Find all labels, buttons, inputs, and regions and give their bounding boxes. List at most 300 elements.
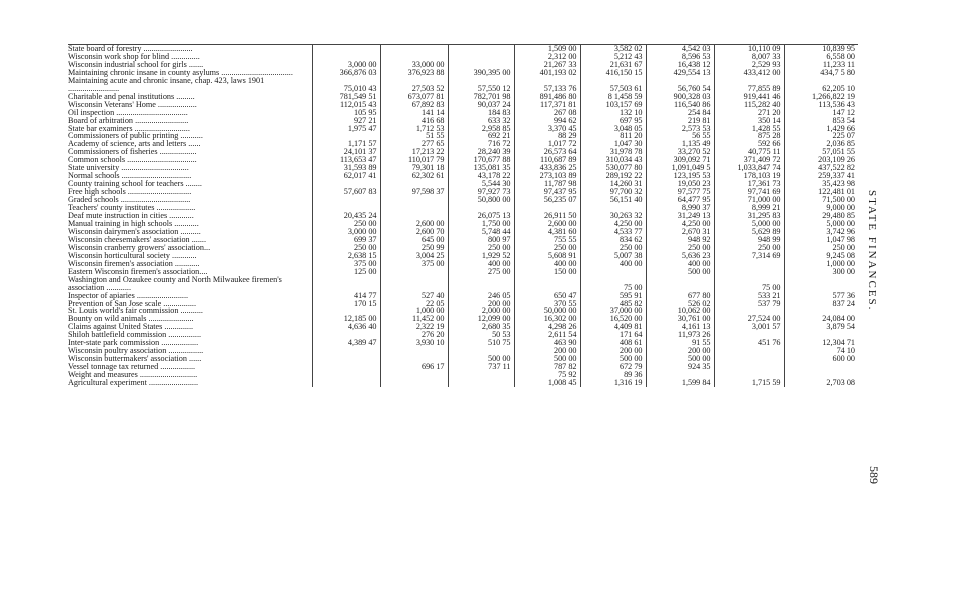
amount-cell: 97,437 95 bbox=[514, 188, 580, 196]
amount-cell: 2,529 93 bbox=[714, 61, 784, 69]
row-label: State board of forestry ........................ bbox=[68, 45, 312, 53]
amount-cell: 2,573 53 bbox=[646, 125, 714, 133]
amount-cell: 2,958 85 bbox=[448, 125, 514, 133]
amount-cell bbox=[514, 204, 580, 212]
table-row bbox=[68, 53, 858, 61]
row-label: Bounty on wild animals ...................... bbox=[68, 315, 194, 324]
row-label: Board of arbitration .......................... bbox=[68, 116, 189, 125]
amount-cell bbox=[714, 331, 784, 339]
amount-cell: 1,047 98 bbox=[784, 236, 858, 244]
amount-cell: 135,081 35 bbox=[448, 164, 514, 172]
amount-cell: 755 55 bbox=[514, 236, 580, 244]
amount-cell: 1,715 59 bbox=[714, 379, 784, 387]
amount-cell: 350 14 bbox=[714, 117, 784, 125]
table-row bbox=[68, 300, 858, 308]
amount-cell: 787 82 bbox=[514, 363, 580, 371]
amount-cell: 62,017 41 bbox=[312, 172, 380, 180]
amount-cell: 1,266,822 19 bbox=[784, 93, 858, 101]
amount-cell: 170 15 bbox=[312, 300, 380, 308]
amount-cell: 4,250 00 bbox=[646, 220, 714, 228]
amount-cell: 2,611 54 bbox=[514, 331, 580, 339]
table-row bbox=[68, 371, 858, 379]
amount-cell: 592 66 bbox=[714, 140, 784, 148]
amount-cell: 853 54 bbox=[784, 117, 858, 125]
row-label: Wisconsin cheesemakers' association ....... bbox=[68, 235, 207, 244]
row-label: Eastern Wisconsin firemen's association.... bbox=[68, 267, 208, 276]
amount-cell: 50 53 bbox=[448, 331, 514, 339]
amount-cell: 33,270 52 bbox=[646, 148, 714, 156]
amount-cell bbox=[784, 307, 858, 315]
amount-cell: 4,298 26 bbox=[514, 323, 580, 331]
amount-cell: 4,542 03 bbox=[646, 45, 714, 53]
amount-cell bbox=[380, 212, 448, 220]
amount-cell bbox=[380, 355, 448, 363]
row-label: Wisconsin poultry association ................. bbox=[68, 347, 204, 356]
amount-cell: 97,577 75 bbox=[646, 188, 714, 196]
table-row bbox=[68, 331, 858, 339]
amount-cell: 310,034 43 bbox=[580, 156, 646, 164]
table-row bbox=[68, 292, 858, 300]
amount-cell: 10,062 00 bbox=[646, 307, 714, 315]
table-row bbox=[68, 132, 858, 140]
row-label: Wisconsin buttermakers' association ...... bbox=[68, 355, 202, 364]
amount-cell: 12,304 71 bbox=[784, 339, 858, 347]
amount-cell: 782,701 98 bbox=[448, 93, 514, 101]
amount-cell bbox=[312, 45, 380, 53]
amount-cell: 57,133 76 bbox=[514, 77, 580, 93]
amount-cell: 273,103 89 bbox=[514, 172, 580, 180]
amount-cell: 115,282 40 bbox=[714, 101, 784, 109]
amount-cell bbox=[312, 204, 380, 212]
amount-cell bbox=[312, 331, 380, 339]
amount-cell bbox=[514, 276, 580, 292]
finance-table bbox=[68, 44, 858, 387]
amount-cell: 132 10 bbox=[580, 109, 646, 117]
amount-cell: 31,249 13 bbox=[646, 212, 714, 220]
amount-cell: 699 37 bbox=[312, 236, 380, 244]
amount-cell bbox=[380, 371, 448, 379]
amount-cell bbox=[448, 371, 514, 379]
row-label: Graded schools .................................. bbox=[68, 196, 191, 205]
amount-cell: 433,412 00 bbox=[714, 69, 784, 77]
amount-cell: 300 00 bbox=[784, 268, 858, 276]
amount-cell: 1,929 52 bbox=[448, 252, 514, 260]
table-row bbox=[68, 196, 858, 204]
amount-cell: 2,036 85 bbox=[784, 140, 858, 148]
amount-cell: 250 00 bbox=[784, 244, 858, 252]
side-heading: STATE FINANCES. bbox=[866, 190, 878, 312]
amount-cell: 40,775 11 bbox=[714, 148, 784, 156]
amount-cell: 577 36 bbox=[784, 292, 858, 300]
amount-cell: 1,000 00 bbox=[784, 260, 858, 268]
table-row bbox=[68, 307, 858, 315]
amount-cell bbox=[448, 45, 514, 53]
amount-cell: 433,836 25 bbox=[514, 164, 580, 172]
amount-cell: 43,178 22 bbox=[448, 172, 514, 180]
amount-cell: 1,000 00 bbox=[380, 307, 448, 315]
row-label: Common schools .................................. bbox=[68, 156, 197, 165]
amount-cell: 8,007 33 bbox=[714, 53, 784, 61]
table-row bbox=[68, 268, 858, 276]
amount-cell: 97,927 73 bbox=[448, 188, 514, 196]
amount-cell: 27,503 52 bbox=[380, 77, 448, 93]
amount-cell: 37,000 00 bbox=[580, 307, 646, 315]
amount-cell: 250 00 bbox=[580, 244, 646, 252]
amount-cell: 500 00 bbox=[646, 268, 714, 276]
amount-cell: 5,636 23 bbox=[646, 252, 714, 260]
table-row bbox=[68, 323, 858, 331]
row-label: Wisconsin work shop for blind .............. bbox=[68, 52, 200, 61]
amount-cell: 834 62 bbox=[580, 236, 646, 244]
amount-cell: 250 00 bbox=[714, 244, 784, 252]
amount-cell: 8,990 37 bbox=[646, 204, 714, 212]
amount-cell bbox=[448, 347, 514, 355]
amount-cell: 113,536 43 bbox=[784, 101, 858, 109]
row-label: Oil inspection ................................... bbox=[68, 108, 188, 117]
amount-cell: 645 00 bbox=[380, 236, 448, 244]
amount-cell: 1,008 45 bbox=[514, 379, 580, 387]
amount-cell bbox=[312, 347, 380, 355]
amount-cell: 28,240 39 bbox=[448, 148, 514, 156]
amount-cell: 3,370 45 bbox=[514, 125, 580, 133]
row-label: Commissioners of fisheries .................. bbox=[68, 148, 197, 157]
amount-cell bbox=[380, 347, 448, 355]
table-row bbox=[68, 164, 858, 172]
table-row bbox=[68, 339, 858, 347]
amount-cell: 219 81 bbox=[646, 117, 714, 125]
amount-cell: 29,480 85 bbox=[784, 212, 858, 220]
amount-cell: 56,235 07 bbox=[514, 196, 580, 204]
amount-cell: 948 92 bbox=[646, 236, 714, 244]
table-row bbox=[68, 101, 858, 109]
row-label: Charitable and penal institutions ......... bbox=[68, 92, 195, 101]
amount-cell: 837 24 bbox=[784, 300, 858, 308]
amount-cell: 16,438 12 bbox=[646, 61, 714, 69]
amount-cell bbox=[714, 371, 784, 379]
row-label: Wisconsin horticultural society ............ bbox=[68, 251, 197, 260]
amount-cell: 97,700 32 bbox=[580, 188, 646, 196]
table-row bbox=[68, 172, 858, 180]
amount-cell: 3,582 02 bbox=[580, 45, 646, 53]
amount-cell: 289,192 22 bbox=[580, 172, 646, 180]
amount-cell: 7,314 69 bbox=[714, 252, 784, 260]
amount-cell: 3,879 54 bbox=[784, 323, 858, 331]
amount-cell: 500 00 bbox=[646, 355, 714, 363]
amount-cell bbox=[784, 331, 858, 339]
amount-cell bbox=[714, 347, 784, 355]
amount-cell: 4,250 00 bbox=[580, 220, 646, 228]
amount-cell: 200 00 bbox=[646, 347, 714, 355]
amount-cell: 500 00 bbox=[514, 355, 580, 363]
amount-cell: 91 55 bbox=[646, 339, 714, 347]
row-label: Maintaining chronic insane in county asylums ................................... bbox=[68, 68, 293, 77]
amount-cell: 2,600 70 bbox=[380, 228, 448, 236]
amount-cell bbox=[448, 379, 514, 387]
amount-cell: 10,110 09 bbox=[714, 45, 784, 53]
amount-cell: 1,091,049 5 bbox=[646, 164, 714, 172]
amount-cell: 31,593 89 bbox=[312, 164, 380, 172]
amount-cell: 5,007 38 bbox=[580, 252, 646, 260]
amount-cell bbox=[714, 260, 784, 268]
amount-cell: 89 36 bbox=[580, 371, 646, 379]
table-row bbox=[68, 69, 858, 77]
amount-cell: 56 55 bbox=[646, 132, 714, 140]
amount-cell bbox=[312, 196, 380, 204]
amount-cell bbox=[646, 371, 714, 379]
amount-cell bbox=[380, 276, 448, 292]
amount-cell: 437,522 82 bbox=[784, 164, 858, 172]
amount-cell bbox=[714, 355, 784, 363]
amount-cell: 4,389 47 bbox=[312, 339, 380, 347]
amount-cell: 178,103 19 bbox=[714, 172, 784, 180]
amount-cell: 22 05 bbox=[380, 300, 448, 308]
table-row bbox=[68, 109, 858, 117]
amount-cell: 1,033,847 74 bbox=[714, 164, 784, 172]
amount-cell: 12,099 00 bbox=[448, 315, 514, 323]
table-row bbox=[68, 236, 858, 244]
amount-cell: 595 91 bbox=[580, 292, 646, 300]
row-label: Academy of science, arts and letters ...... bbox=[68, 140, 201, 149]
amount-cell: 673,077 81 bbox=[380, 93, 448, 101]
amount-cell: 696 17 bbox=[380, 363, 448, 371]
amount-cell: 6,558 00 bbox=[784, 53, 858, 61]
amount-cell: 3,000 00 bbox=[312, 228, 380, 236]
amount-cell: 275 00 bbox=[448, 268, 514, 276]
amount-cell: 3,048 05 bbox=[580, 125, 646, 133]
row-label: Manual training in high schools ............ bbox=[68, 219, 199, 228]
amount-cell: 8,596 53 bbox=[646, 53, 714, 61]
row-label: Wisconsin cranberry growers' association... bbox=[68, 243, 211, 252]
table-row bbox=[68, 220, 858, 228]
row-label: Shiloh battlefield commission ................ bbox=[68, 331, 202, 340]
amount-cell: 246 05 bbox=[448, 292, 514, 300]
amount-cell: 1,171 57 bbox=[312, 140, 380, 148]
amount-cell: 11,973 26 bbox=[646, 331, 714, 339]
table-row bbox=[68, 204, 858, 212]
amount-cell: 451 76 bbox=[714, 339, 784, 347]
amount-cell: 3,742 96 bbox=[784, 228, 858, 236]
amount-cell: 5,000 00 bbox=[784, 220, 858, 228]
amount-cell: 4,636 40 bbox=[312, 323, 380, 331]
amount-cell bbox=[580, 268, 646, 276]
amount-cell: 276 20 bbox=[380, 331, 448, 339]
amount-cell: 692 21 bbox=[448, 132, 514, 140]
amount-cell: 30,761 00 bbox=[646, 315, 714, 323]
amount-cell: 57,051 55 bbox=[784, 148, 858, 156]
amount-cell: 600 00 bbox=[784, 355, 858, 363]
amount-cell: 309,092 71 bbox=[646, 156, 714, 164]
amount-cell: 2,312 00 bbox=[514, 53, 580, 61]
amount-cell: 400 00 bbox=[514, 260, 580, 268]
amount-cell: 75,010 43 bbox=[312, 77, 380, 93]
amount-cell: 64,477 95 bbox=[646, 196, 714, 204]
amount-cell: 2,000 00 bbox=[448, 307, 514, 315]
table-row bbox=[68, 276, 858, 292]
amount-cell: 2,680 35 bbox=[448, 323, 514, 331]
amount-cell bbox=[448, 204, 514, 212]
amount-cell: 9,000 00 bbox=[784, 204, 858, 212]
table-row bbox=[68, 260, 858, 268]
amount-cell bbox=[784, 276, 858, 292]
amount-cell: 994 62 bbox=[514, 117, 580, 125]
amount-cell: 79,301 18 bbox=[380, 164, 448, 172]
amount-cell: 400 00 bbox=[448, 260, 514, 268]
amount-cell: 110,687 89 bbox=[514, 156, 580, 164]
amount-cell: 1,316 19 bbox=[580, 379, 646, 387]
amount-cell: 62,302 61 bbox=[380, 172, 448, 180]
table-row bbox=[68, 61, 858, 69]
amount-cell: 948 99 bbox=[714, 236, 784, 244]
amount-cell: 414 77 bbox=[312, 292, 380, 300]
amount-cell: 2,638 15 bbox=[312, 252, 380, 260]
amount-cell: 716 72 bbox=[448, 140, 514, 148]
amount-cell: 77,855 89 bbox=[714, 77, 784, 93]
amount-cell: 51 55 bbox=[380, 132, 448, 140]
amount-cell: 2,600 00 bbox=[514, 220, 580, 228]
amount-cell: 150 00 bbox=[514, 268, 580, 276]
table-row bbox=[68, 156, 858, 164]
amount-cell: 103,157 69 bbox=[580, 101, 646, 109]
amount-cell: 26,911 50 bbox=[514, 212, 580, 220]
amount-cell: 781,549 51 bbox=[312, 93, 380, 101]
table-row bbox=[68, 212, 858, 220]
amount-cell: 375 00 bbox=[380, 260, 448, 268]
amount-cell: 24,084 00 bbox=[784, 315, 858, 323]
amount-cell: 30,263 32 bbox=[580, 212, 646, 220]
amount-cell: 50,800 00 bbox=[448, 196, 514, 204]
amount-cell: 75 00 bbox=[714, 276, 784, 292]
amount-cell: 67,892 83 bbox=[380, 101, 448, 109]
amount-cell: 17,213 22 bbox=[380, 148, 448, 156]
amount-cell: 5,748 44 bbox=[448, 228, 514, 236]
amount-cell: 259,337 41 bbox=[784, 172, 858, 180]
amount-cell: 1,712 53 bbox=[380, 125, 448, 133]
row-label: Washington and Ozaukee county and North Milwaukee firemen's association ............ bbox=[68, 275, 282, 292]
amount-cell: 123,195 53 bbox=[646, 172, 714, 180]
amount-cell: 250 00 bbox=[646, 244, 714, 252]
amount-cell bbox=[580, 204, 646, 212]
table-row bbox=[68, 355, 858, 363]
amount-cell: 171 64 bbox=[580, 331, 646, 339]
amount-cell: 633 32 bbox=[448, 117, 514, 125]
amount-cell: 400 00 bbox=[580, 260, 646, 268]
amount-cell: 526 02 bbox=[646, 300, 714, 308]
amount-cell: 533 21 bbox=[714, 292, 784, 300]
amount-cell bbox=[380, 268, 448, 276]
amount-cell bbox=[312, 355, 380, 363]
row-label: Wisconsin dairymen's association .......... bbox=[68, 227, 201, 236]
table-row bbox=[68, 45, 858, 53]
row-label: Wisconsin industrial school for girls ....... bbox=[68, 60, 204, 69]
amount-cell: 5,629 89 bbox=[714, 228, 784, 236]
amount-cell: 110,017 79 bbox=[380, 156, 448, 164]
row-label: Weight and measures ............................ bbox=[68, 371, 198, 380]
amount-cell: 90,037 24 bbox=[448, 101, 514, 109]
amount-cell: 2,600 00 bbox=[380, 220, 448, 228]
amount-cell: 250 00 bbox=[514, 244, 580, 252]
table-row bbox=[68, 228, 858, 236]
amount-cell: 416 68 bbox=[380, 117, 448, 125]
amount-cell bbox=[380, 379, 448, 387]
amount-cell: 200 00 bbox=[448, 300, 514, 308]
row-label: Teachers' county institutes ................... bbox=[68, 204, 196, 213]
amount-cell: 1,017 72 bbox=[514, 140, 580, 148]
amount-cell: 1,975 47 bbox=[312, 125, 380, 133]
amount-cell: 891,486 80 bbox=[514, 93, 580, 101]
table-row bbox=[68, 93, 858, 101]
amount-cell: 250 00 bbox=[312, 244, 380, 252]
amount-cell: 500 00 bbox=[448, 355, 514, 363]
row-label: Commissioners of public printing ........... bbox=[68, 132, 203, 141]
amount-cell: 74 10 bbox=[784, 347, 858, 355]
amount-cell: 11,233 11 bbox=[784, 61, 858, 69]
row-label: State university ................................. bbox=[68, 164, 189, 173]
amount-cell: 2,670 31 bbox=[646, 228, 714, 236]
amount-cell: 125 00 bbox=[312, 268, 380, 276]
amount-cell bbox=[714, 363, 784, 371]
amount-cell bbox=[714, 307, 784, 315]
amount-cell bbox=[312, 132, 380, 140]
amount-cell: 485 82 bbox=[580, 300, 646, 308]
amount-cell: 26,075 13 bbox=[448, 212, 514, 220]
amount-cell: 1,429 66 bbox=[784, 125, 858, 133]
amount-cell: 26,573 64 bbox=[514, 148, 580, 156]
amount-cell bbox=[312, 363, 380, 371]
amount-cell: 19,050 23 bbox=[646, 180, 714, 188]
amount-cell: 71,500 00 bbox=[784, 196, 858, 204]
amount-cell: 250 99 bbox=[380, 244, 448, 252]
amount-cell: 267 08 bbox=[514, 109, 580, 117]
amount-cell: 33,000 00 bbox=[380, 61, 448, 69]
row-label: County training school for teachers ........ bbox=[68, 180, 202, 189]
table-row bbox=[68, 125, 858, 133]
table-row bbox=[68, 148, 858, 156]
amount-cell: 271 20 bbox=[714, 109, 784, 117]
amount-cell: 11,787 98 bbox=[514, 180, 580, 188]
amount-cell: 463 90 bbox=[514, 339, 580, 347]
amount-cell: 116,540 86 bbox=[646, 101, 714, 109]
amount-cell: 1,750 00 bbox=[448, 220, 514, 228]
amount-cell: 366,876 03 bbox=[312, 69, 380, 77]
amount-cell: 919,441 46 bbox=[714, 93, 784, 101]
amount-cell: 1,599 84 bbox=[646, 379, 714, 387]
amount-cell: 2,703 08 bbox=[784, 379, 858, 387]
amount-cell: 811 20 bbox=[580, 132, 646, 140]
amount-cell: 500 00 bbox=[580, 355, 646, 363]
amount-cell: 8 1,458 59 bbox=[580, 93, 646, 101]
amount-cell: 10,839 95 bbox=[784, 45, 858, 53]
table-row bbox=[68, 244, 858, 252]
amount-cell: 371,409 72 bbox=[714, 156, 784, 164]
table-row bbox=[68, 140, 858, 148]
amount-cell bbox=[448, 53, 514, 61]
amount-cell bbox=[714, 268, 784, 276]
amount-cell: 4,533 77 bbox=[580, 228, 646, 236]
amount-cell bbox=[380, 45, 448, 53]
amount-cell bbox=[646, 276, 714, 292]
amount-cell: 376,923 88 bbox=[380, 69, 448, 77]
amount-cell: 17,361 73 bbox=[714, 180, 784, 188]
row-label: Deaf mute instruction in cities ............ bbox=[68, 212, 194, 220]
amount-cell: 16,520 00 bbox=[580, 315, 646, 323]
row-label: Prevention of San Jose scale ................ bbox=[68, 299, 197, 308]
amount-cell: 3,004 25 bbox=[380, 252, 448, 260]
amount-cell: 16,302 00 bbox=[514, 315, 580, 323]
amount-cell: 650 47 bbox=[514, 292, 580, 300]
amount-cell: 117,371 81 bbox=[514, 101, 580, 109]
table-row bbox=[68, 188, 858, 196]
amount-cell: 5,212 43 bbox=[580, 53, 646, 61]
